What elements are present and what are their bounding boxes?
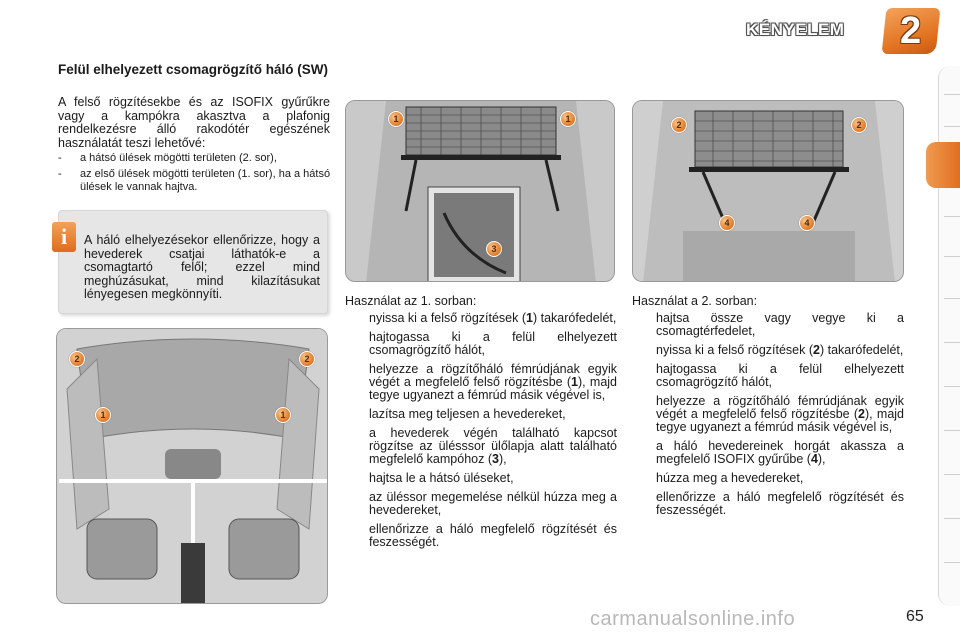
chapter-number: 2 [900, 9, 922, 52]
step-reference-number: 3 [491, 452, 499, 466]
list-item-text: a hátsó ülések mögötti területen (2. sor), [80, 152, 277, 164]
step-text-segment: ), [498, 452, 507, 466]
step-item [632, 491, 904, 517]
step-text-segment: hajtsa össze vagy vegye ki a csomagtérfedelet, [656, 311, 904, 338]
step-item [632, 440, 904, 466]
chapter-title: KÉNYELEM [746, 20, 845, 39]
step-arrow-icon [632, 344, 656, 357]
step-arrow-icon [345, 408, 369, 421]
step-text [369, 408, 617, 421]
step-text [369, 491, 617, 517]
list-item [58, 168, 332, 194]
callout-4: 4 [799, 215, 815, 231]
tab-divider [944, 430, 960, 431]
list-item-text: az első ülések mögötti területen (1. sor), ha a hátsó ülések le vannak hajtva. [80, 168, 331, 193]
step-text [656, 491, 904, 517]
info-icon: i [52, 222, 76, 252]
step-text-segment: ), majd tegye ugyanezt a fémrúd másik végével is, [369, 375, 618, 402]
step-arrow-icon [632, 363, 656, 389]
chapter-tabs [930, 66, 960, 606]
step-arrow-icon [345, 523, 369, 549]
step-arrow-icon [345, 472, 369, 485]
bullet-dash: - [58, 168, 62, 180]
step-text-segment: helyezze a rögzítőháló fémrúdjának egyik végét a megfelelő felső rögzítésbe ( [369, 362, 617, 389]
step-text-segment: lazítsa meg teljesen a hevedereket, [369, 407, 566, 421]
tab-divider [944, 518, 960, 519]
callout-1: 1 [275, 407, 291, 423]
column2-heading: Használat a 2. sorban: [632, 294, 758, 308]
step-item [632, 395, 904, 434]
callout-4: 4 [719, 215, 735, 231]
column1-steps [345, 312, 617, 555]
callout-3: 3 [486, 241, 502, 257]
step-reference-number: 2 [858, 407, 865, 421]
step-text-segment: hajtogassa ki a felül elhelyezett csomagrögzítő hálót, [369, 330, 617, 357]
column2-steps [632, 312, 904, 523]
step-text-segment: a háló hevedereinek horgát akassza a megfelelő ISOFIX gyűrűbe ( [656, 439, 904, 466]
step-arrow-icon [632, 491, 656, 517]
step-text [369, 312, 617, 325]
usage-position-list [58, 152, 332, 197]
callout-1: 1 [95, 407, 111, 423]
step-text [656, 363, 904, 389]
step-reference-number: 4 [810, 452, 818, 466]
tab-divider [944, 216, 960, 217]
tab-divider [944, 474, 960, 475]
step-text-segment: az üléssor megemelése nélkül húzza meg a hevedereket, [369, 490, 617, 517]
step-item [345, 408, 617, 421]
step-item [632, 472, 904, 485]
bullet-dash: - [58, 152, 62, 164]
step-item [345, 427, 617, 466]
callout-1: 1 [560, 111, 576, 127]
section-title: Felül elhelyezett csomagrögzítő háló (SW) [58, 62, 329, 77]
step-item [345, 491, 617, 517]
tab-divider [944, 298, 960, 299]
callout-2: 2 [69, 351, 85, 367]
step-arrow-icon [345, 491, 369, 517]
step-text-segment: húzza meg a hevedereket, [656, 471, 804, 485]
trunk-net-illustration [346, 101, 615, 282]
step-item [345, 472, 617, 485]
tab-divider [944, 94, 960, 95]
step-reference-number: 1 [571, 375, 578, 389]
step-text [656, 472, 904, 485]
step-item [632, 363, 904, 389]
step-text-segment: a hevederek végén található kapcsot rögzítse az ülésssor ülőlapja alatt található megfelelő kampóhoz ( [369, 426, 617, 466]
tab-divider [944, 256, 960, 257]
step-text [656, 395, 904, 434]
intro-paragraph: A felső rögzítésekbe és az ISOFIX gyűrűkre vagy a kampókra akasztva a plafonig rendelkezésre álló rakodótér egészének használatát teszi lehetővé: [58, 95, 330, 150]
step-text-segment: ) takarófedelét, [819, 343, 904, 357]
step-text [369, 472, 617, 485]
callout-2: 2 [851, 117, 867, 133]
step-arrow-icon [345, 312, 369, 325]
step-text [369, 363, 617, 402]
step-item [345, 523, 617, 549]
list-item [58, 152, 332, 165]
step-item [632, 344, 904, 357]
step-text [656, 312, 904, 338]
step-arrow-icon [632, 312, 656, 338]
step-text [369, 523, 617, 549]
step-reference-number: 1 [526, 311, 533, 325]
step-arrow-icon [345, 331, 369, 357]
step-arrow-icon [345, 363, 369, 402]
watermark: carmanualsonline.info [590, 608, 796, 630]
step-arrow-icon [632, 440, 656, 466]
step-item [345, 331, 617, 357]
tab-divider [944, 342, 960, 343]
step-item [632, 312, 904, 338]
step-text-segment: nyissa ki a felső rögzítések ( [369, 311, 527, 325]
chapter-badge [882, 8, 941, 54]
step-text [369, 331, 617, 357]
callout-1: 1 [388, 111, 404, 127]
step-text [656, 344, 904, 357]
illustration-row2-net [632, 100, 904, 282]
illustration-interior-anchors [56, 328, 328, 604]
step-text-segment: hajtogassa ki a felül elhelyezett csomagrögzítő hálót, [656, 362, 904, 389]
step-item [345, 312, 617, 325]
step-arrow-icon [632, 395, 656, 434]
step-reference-number: 2 [813, 343, 820, 357]
page-number: 65 [906, 608, 924, 625]
illustration-row1-net [345, 100, 615, 282]
callout-2: 2 [671, 117, 687, 133]
step-text-segment: ) takarófedelét, [532, 311, 617, 325]
car-interior-illustration [57, 329, 328, 604]
step-text-segment: ellenőrizze a háló megfelelő rögzítését és feszességét. [369, 522, 617, 549]
step-text-segment: hajtsa le a hátsó üléseket, [369, 471, 514, 485]
step-text-segment: helyezze a rögzítőháló fémrúdjának egyik végét a megfelelő felső rögzítésbe ( [656, 394, 904, 421]
step-text [369, 427, 617, 466]
step-text [656, 440, 904, 466]
info-text: A háló elhelyezésekor ellenőrizze, hogy a hevederek csatjai láthatók-e a csomagtartó felől; ezzel mind meghúzásukat, mind kilazításukat lényegesen megkönnyíti. [84, 233, 320, 301]
column1-heading: Használat az 1. sorban: [345, 294, 477, 308]
tab-divider [944, 562, 960, 563]
callout-2: 2 [299, 351, 315, 367]
tab-divider [944, 126, 960, 127]
step-arrow-icon [345, 427, 369, 466]
step-text-segment: nyissa ki a felső rögzítések ( [656, 343, 814, 357]
step-text-segment: ), [817, 452, 826, 466]
step-arrow-icon [632, 472, 656, 485]
step-text-segment: ellenőrizze a háló megfelelő rögzítését és feszességét. [656, 490, 904, 517]
step-item [345, 363, 617, 402]
tab-divider [944, 386, 960, 387]
tab-active-chapter [926, 142, 960, 188]
step-text-segment: ), majd tegye ugyanezt a fémrúd másik végével is, [656, 407, 905, 434]
